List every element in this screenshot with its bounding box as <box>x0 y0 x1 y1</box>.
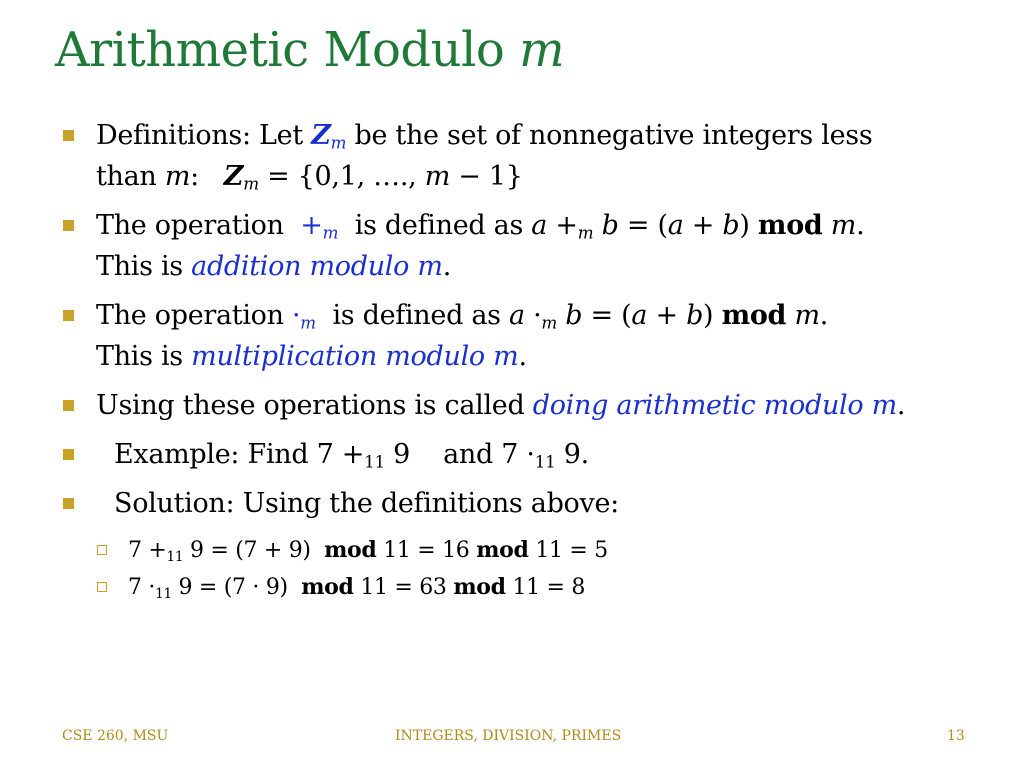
slide-title: Arithmetic Modulo m <box>55 22 565 78</box>
square-bullet-icon <box>63 220 74 231</box>
subbullet-addition-result: $7 +_{11}$ 9 = (7 + 9) mod 11 = 16 mod 11 = 5 <box>60 532 980 569</box>
square-bullet-icon <box>63 498 74 509</box>
bullet-definitions: Definitions: Let $Z_m$ be the set of nonnegative integers less than m: $Z_m = \{0,1$, …., m − 1} <box>60 115 980 197</box>
bullet-solution: Solution: Using the definitions above: <box>60 483 980 524</box>
footer-course: CSE 260, MSU <box>62 728 169 744</box>
square-bullet-icon <box>63 130 74 141</box>
bullet-doing-arithmetic: Using these operations is called doing arithmetic modulo m. <box>60 385 980 426</box>
footer-topic: INTEGERS, DIVISION, PRIMES <box>395 728 622 744</box>
square-bullet-icon <box>63 310 74 321</box>
bullet-addition-operation: The operation $+_m$ is defined as $a +_m$ b = (a + b) mod m. This is addition modulo m. <box>60 205 980 287</box>
hollow-square-bullet-icon <box>97 545 107 555</box>
bullet-example: Example: Find $7 +_{11}$ 9 and $7 \cdot_{11}$ 9. <box>60 434 980 475</box>
subbullet-multiplication-result: $7 \cdot_{11}$ 9 = (7 · 9) mod 11 = 63 mod 11 = 8 <box>60 569 980 606</box>
square-bullet-icon <box>63 449 74 460</box>
hollow-square-bullet-icon <box>97 582 107 592</box>
bullet-multiplication-operation: The operation $\cdot_m$ is defined as $a \cdot_m$ b = (a + b) mod m. This is multiplication modulo m. <box>60 295 980 377</box>
square-bullet-icon <box>63 400 74 411</box>
slide-body <box>60 115 980 606</box>
footer-page-number: 13 <box>947 728 965 744</box>
